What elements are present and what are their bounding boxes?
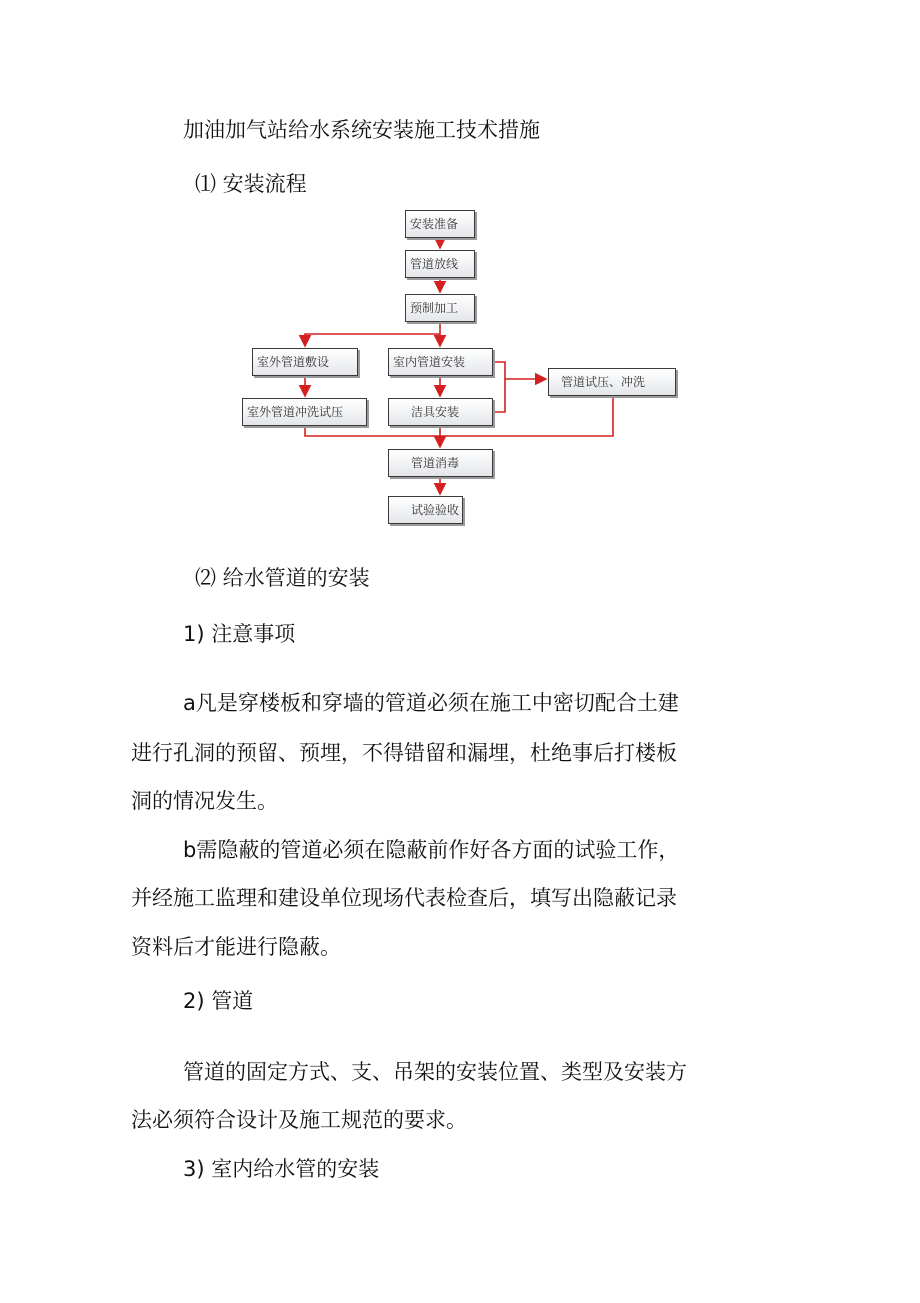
section-heading-pipe-install: ⑵ 给水管道的安装 — [195, 566, 370, 590]
flow-step-layout: 管道放线 — [405, 250, 475, 278]
paragraph-a-line-3: 洞的情况发生。 — [131, 789, 278, 813]
flow-step-disinfect: 管道消毒 — [388, 449, 493, 477]
flow-step-prepare: 安装准备 — [405, 210, 475, 238]
paragraph-pipe-line-1: 管道的固定方式、支、吊架的安装位置、类型及安装方 — [183, 1060, 687, 1084]
flow-step-outdoor-lay: 室外管道敷设 — [252, 348, 358, 376]
document-title: 加油加气站给水系统安装施工技术措施 — [183, 118, 540, 142]
paragraph-a-line-2: 进行孔洞的预留、预埋，不得错留和漏埋，杜绝事后打楼板 — [131, 741, 677, 765]
paragraph-b-line-3: 资料后才能进行隐蔽。 — [131, 935, 341, 959]
flow-step-acceptance: 试验验收 — [388, 496, 463, 524]
section-heading-install-flow: ⑴ 安装流程 — [195, 172, 307, 196]
flow-step-prefab: 预制加工 — [405, 294, 475, 322]
install-flowchart — [230, 200, 690, 530]
item-heading-indoor-pipe: 3) 室内给水管的安装 — [183, 1157, 380, 1181]
paragraph-b-line-2: 并经施工监理和建设单位现场代表检查后，填写出隐蔽记录 — [131, 886, 677, 910]
paragraph-b-line-1: b需隐蔽的管道必须在隐蔽前作好各方面的试验工作， — [183, 838, 680, 862]
flow-step-pressure-flush: 管道试压、冲洗 — [548, 368, 676, 396]
item-heading-notes: 1) 注意事项 — [183, 622, 296, 646]
flow-step-outdoor-test: 室外管道冲洗试压 — [242, 398, 367, 426]
item-heading-pipe: 2) 管道 — [183, 989, 254, 1013]
flow-step-indoor-install: 室内管道安装 — [388, 348, 493, 376]
paragraph-pipe-line-2: 法必须符合设计及施工规范的要求。 — [131, 1108, 467, 1132]
flow-step-fixture: 洁具安装 — [388, 398, 493, 426]
paragraph-a-line-1: a凡是穿楼板和穿墙的管道必须在施工中密切配合土建 — [183, 691, 679, 715]
